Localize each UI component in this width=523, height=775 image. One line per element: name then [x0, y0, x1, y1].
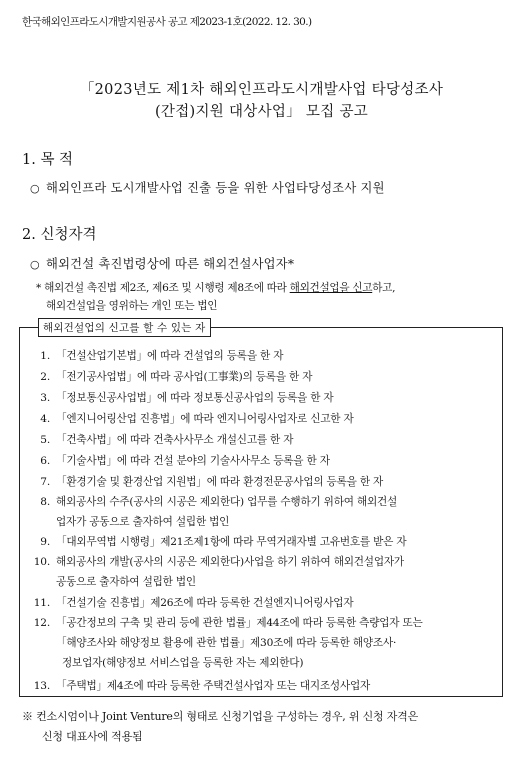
- section2-note-line1: [36, 280, 395, 295]
- list-item-text: 「전기공사업법」에 따라 공사업(工事業)의 등록을 한 자: [56, 371, 313, 383]
- list-item-text: 공동으로 출자하여 설립한 법인: [56, 576, 196, 588]
- circle-bullet-icon: ○: [30, 258, 40, 271]
- list-item-number: 8.: [40, 496, 50, 508]
- note-text-b: 하고,: [372, 282, 396, 294]
- list-item: [32, 678, 370, 693]
- note-text-a: * 해외건설 촉진법 제2조, 제6조 및 시행령 제8조에 따라: [36, 282, 290, 294]
- list-item: [32, 369, 312, 384]
- list-item: [32, 494, 397, 509]
- list-item-text: 「건설산업기본법」에 따라 건설업의 등록을 한 자: [56, 350, 284, 362]
- list-item: [32, 390, 333, 405]
- list-item-number: 11.: [33, 597, 50, 609]
- list-item: [32, 474, 383, 489]
- list-item: [32, 534, 406, 549]
- list-item: [32, 348, 283, 363]
- list-item-text: 「건설기술 진흥법」제26조에 따라 등록한 건설엔지니어링사업자: [56, 597, 354, 609]
- list-item-number: 7.: [40, 476, 50, 488]
- list-item-text: 「해양조사와 해양정보 활용에 관한 법률」제30조에 따라 등록한 해양조사·: [56, 637, 397, 649]
- section2-bullet: [30, 254, 294, 272]
- list-item: [32, 595, 353, 610]
- list-item: [56, 635, 396, 650]
- list-item: [32, 432, 293, 447]
- list-item-number: 10.: [33, 556, 50, 568]
- list-item-text: 「대외무역법 시행령」제21조제1항에 따라 무역거래자별 고유번호를 받은 자: [56, 536, 407, 548]
- eligibility-box-title: 해외건설업의 신고를 할 수 있는 자: [38, 318, 211, 337]
- notice-number: 한국해외인프라도시개발지원공사 공고 제2023-1호(2022. 12. 30.): [22, 16, 312, 28]
- section1-heading: 1. 목 적: [22, 152, 74, 168]
- list-item: [32, 615, 423, 630]
- document-title-line2: (간접)지원 대상사업」 모집 공고: [154, 104, 369, 120]
- list-item-text: 「주택법」제4조에 따라 등록한 주택건설사업자 또는 대지조성사업자: [56, 680, 371, 692]
- list-item-number: 1.: [40, 350, 50, 362]
- list-item-text: 「건축사법」에 따라 건축사사무소 개설신고를 한 자: [56, 434, 294, 446]
- list-item-text: 업자가 공동으로 출자하여 설립한 법인: [56, 516, 230, 528]
- list-item-text: 「환경기술 및 환경산업 지원법」에 따라 환경전문공사업의 등록을 한 자: [56, 476, 384, 488]
- section1-bullet-text: 해외인프라 도시개발사업 진출 등을 위한 사업타당성조사 지원: [46, 181, 385, 195]
- list-item-number: 4.: [40, 413, 50, 425]
- list-item-number: 13.: [33, 680, 50, 692]
- list-item-number: 12.: [33, 617, 50, 629]
- list-item-number: 6.: [40, 455, 50, 467]
- document-title-line1: 「2023년도 제1차 해외인프라도시개발사업 타당성조사: [79, 82, 444, 98]
- section1-bullet: [30, 178, 385, 196]
- section2-heading: 2. 신청자격: [22, 227, 97, 243]
- section2-note-line2: 해외건설업을 영위하는 개인 또는 법인: [46, 300, 218, 312]
- list-item: [32, 554, 404, 569]
- section2-bullet-text: 해외건설 촉진법령상에 따른 해외건설사업자*: [46, 257, 295, 271]
- list-item-text: 해외공사의 수주(공사의 시공은 제외한다) 업무를 수행하기 위하여 해외건설: [56, 496, 398, 508]
- list-item: [32, 411, 354, 426]
- list-item-text: 「기술사법」에 따라 건설 분야의 기술사사무소 등록을 한 자: [56, 455, 330, 467]
- list-item-number: 5.: [40, 434, 50, 446]
- list-item: [56, 574, 196, 589]
- note-underlined-text: 해외건설업을 신고: [289, 282, 373, 294]
- list-item-text: 「정보통신공사업법」에 따라 정보통신공사업의 등록을 한 자: [56, 392, 334, 404]
- list-item: [56, 514, 229, 529]
- list-item-text: 「엔지니어링산업 진흥법」에 따라 엔지니어링사업자로 신고한 자: [56, 413, 354, 425]
- list-item-number: 9.: [40, 536, 50, 548]
- list-item-text: 해외공사의 개발(공사의 시공은 제외한다)사업을 하기 위하여 해외건설업자가: [56, 556, 404, 568]
- list-item: [32, 453, 330, 468]
- footnote-line1: ※ 컨소시엄이나 Joint Venture의 형태로 신청기업을 구성하는 경우, 위 신청 자격은: [22, 710, 419, 723]
- list-item-text: 「공간정보의 구축 및 관리 등에 관한 법률」제44조에 따라 등록한 측량업자 또는: [56, 617, 423, 629]
- list-item-number: 2.: [40, 371, 50, 383]
- list-item: [62, 655, 303, 670]
- circle-bullet-icon: ○: [30, 182, 40, 195]
- footnote-line2: 신청 대표사에 적용됨: [42, 730, 143, 743]
- list-item-text: 정보업자(해양정보 서비스업을 등록한 자는 제외한다): [62, 657, 304, 669]
- list-item-number: 3.: [40, 392, 50, 404]
